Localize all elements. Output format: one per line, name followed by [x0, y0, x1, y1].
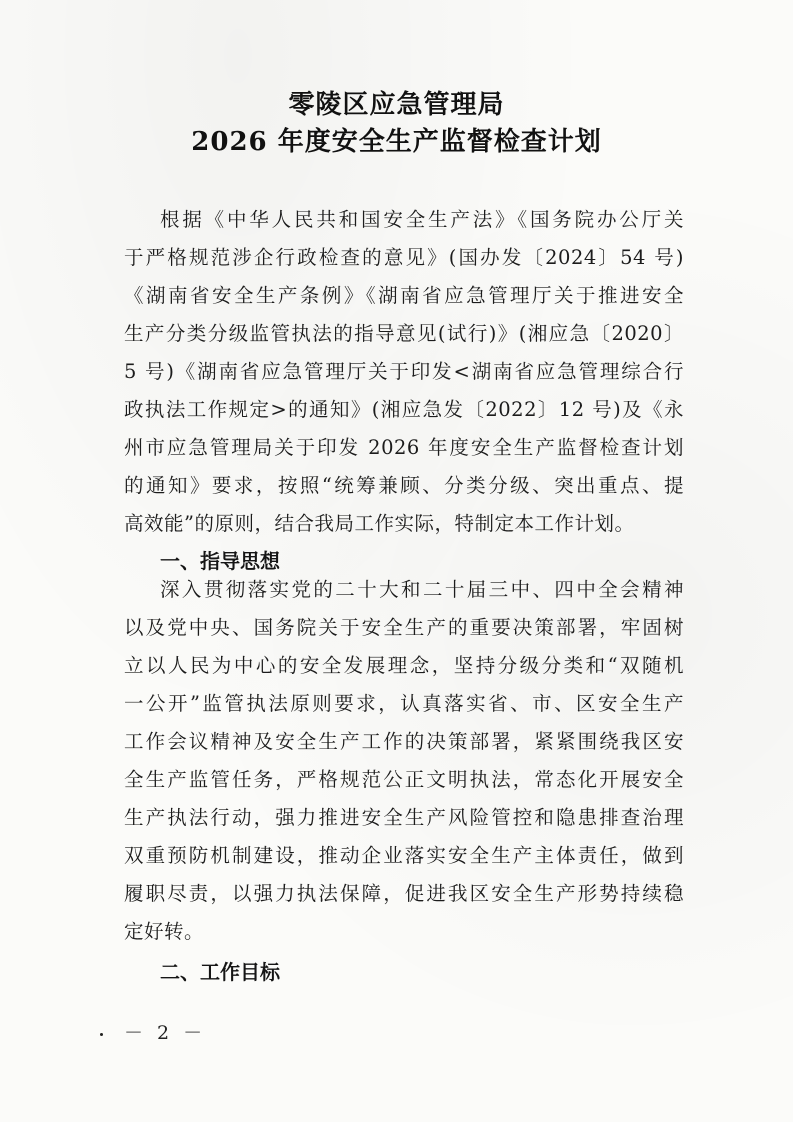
section1-line: 履职尽责，以强力执法保障，促进我区安全生产形势持续稳 — [124, 882, 684, 905]
intro-line: 5 号)《湖南省应急管理厅关于印发<湖南省应急管理综合行 — [124, 360, 684, 383]
intro-line: 生产分类分级监管执法的指导意见(试行)》(湘应急〔2020〕 — [124, 322, 684, 345]
section1-line: 生产执法行动，强力推进安全生产风险管控和隐患排查治理 — [124, 806, 684, 829]
document-title-line1: 零陵区应急管理局 — [288, 90, 505, 120]
intro-line: 政执法工作规定>的通知》(湘应急发〔2022〕12 号)及《永 — [124, 398, 684, 421]
intro-line: 根据《中华人民共和国安全生产法》《国务院办公厅关 — [160, 208, 684, 231]
section1-line: 全生产监管任务，严格规范公正文明执法，常态化开展安全 — [124, 768, 684, 791]
document-title-line2: 2026 年度安全生产监督检查计划 — [191, 127, 602, 157]
section1-line: 以及党中央、国务院关于安全生产的重要决策部署，牢固树 — [124, 616, 684, 639]
section1-line: 立以人民为中心的安全发展理念，坚持分级分类和“双随机 — [124, 654, 684, 677]
intro-line: 《湖南省安全生产条例》《湖南省应急管理厅关于推进安全 — [124, 284, 684, 307]
section1-line: 工作会议精神及安全生产工作的决策部署，紧紧围绕我区安 — [124, 730, 684, 753]
intro-line: 于严格规范涉企行政检查的意见》(国办发〔2024〕54 号) — [124, 246, 684, 269]
section1-line: 双重预防机制建设，推动企业落实安全生产主体责任，做到 — [124, 844, 684, 867]
intro-line: 州市应急管理局关于印发 2026 年度安全生产监督检查计划 — [124, 436, 684, 459]
section1-heading: 一、指导思想 — [160, 549, 280, 573]
page-number: － 2 － — [124, 1022, 207, 1044]
section1-line: 深入贯彻落实党的二十大和二十届三中、四中全会精神 — [160, 578, 684, 601]
section2-heading: 二、工作目标 — [160, 960, 280, 984]
scan-dot — [100, 1033, 103, 1036]
intro-line: 高效能”的原则，结合我局工作实际，特制定本工作计划。 — [124, 512, 635, 535]
section1-line: 一公开”监管执法原则要求，认真落实省、市、区安全生产 — [124, 692, 684, 715]
section1-line: 定好转。 — [124, 920, 205, 943]
intro-line: 的通知》要求，按照“统筹兼顾、分类分级、突出重点、提 — [124, 474, 684, 497]
